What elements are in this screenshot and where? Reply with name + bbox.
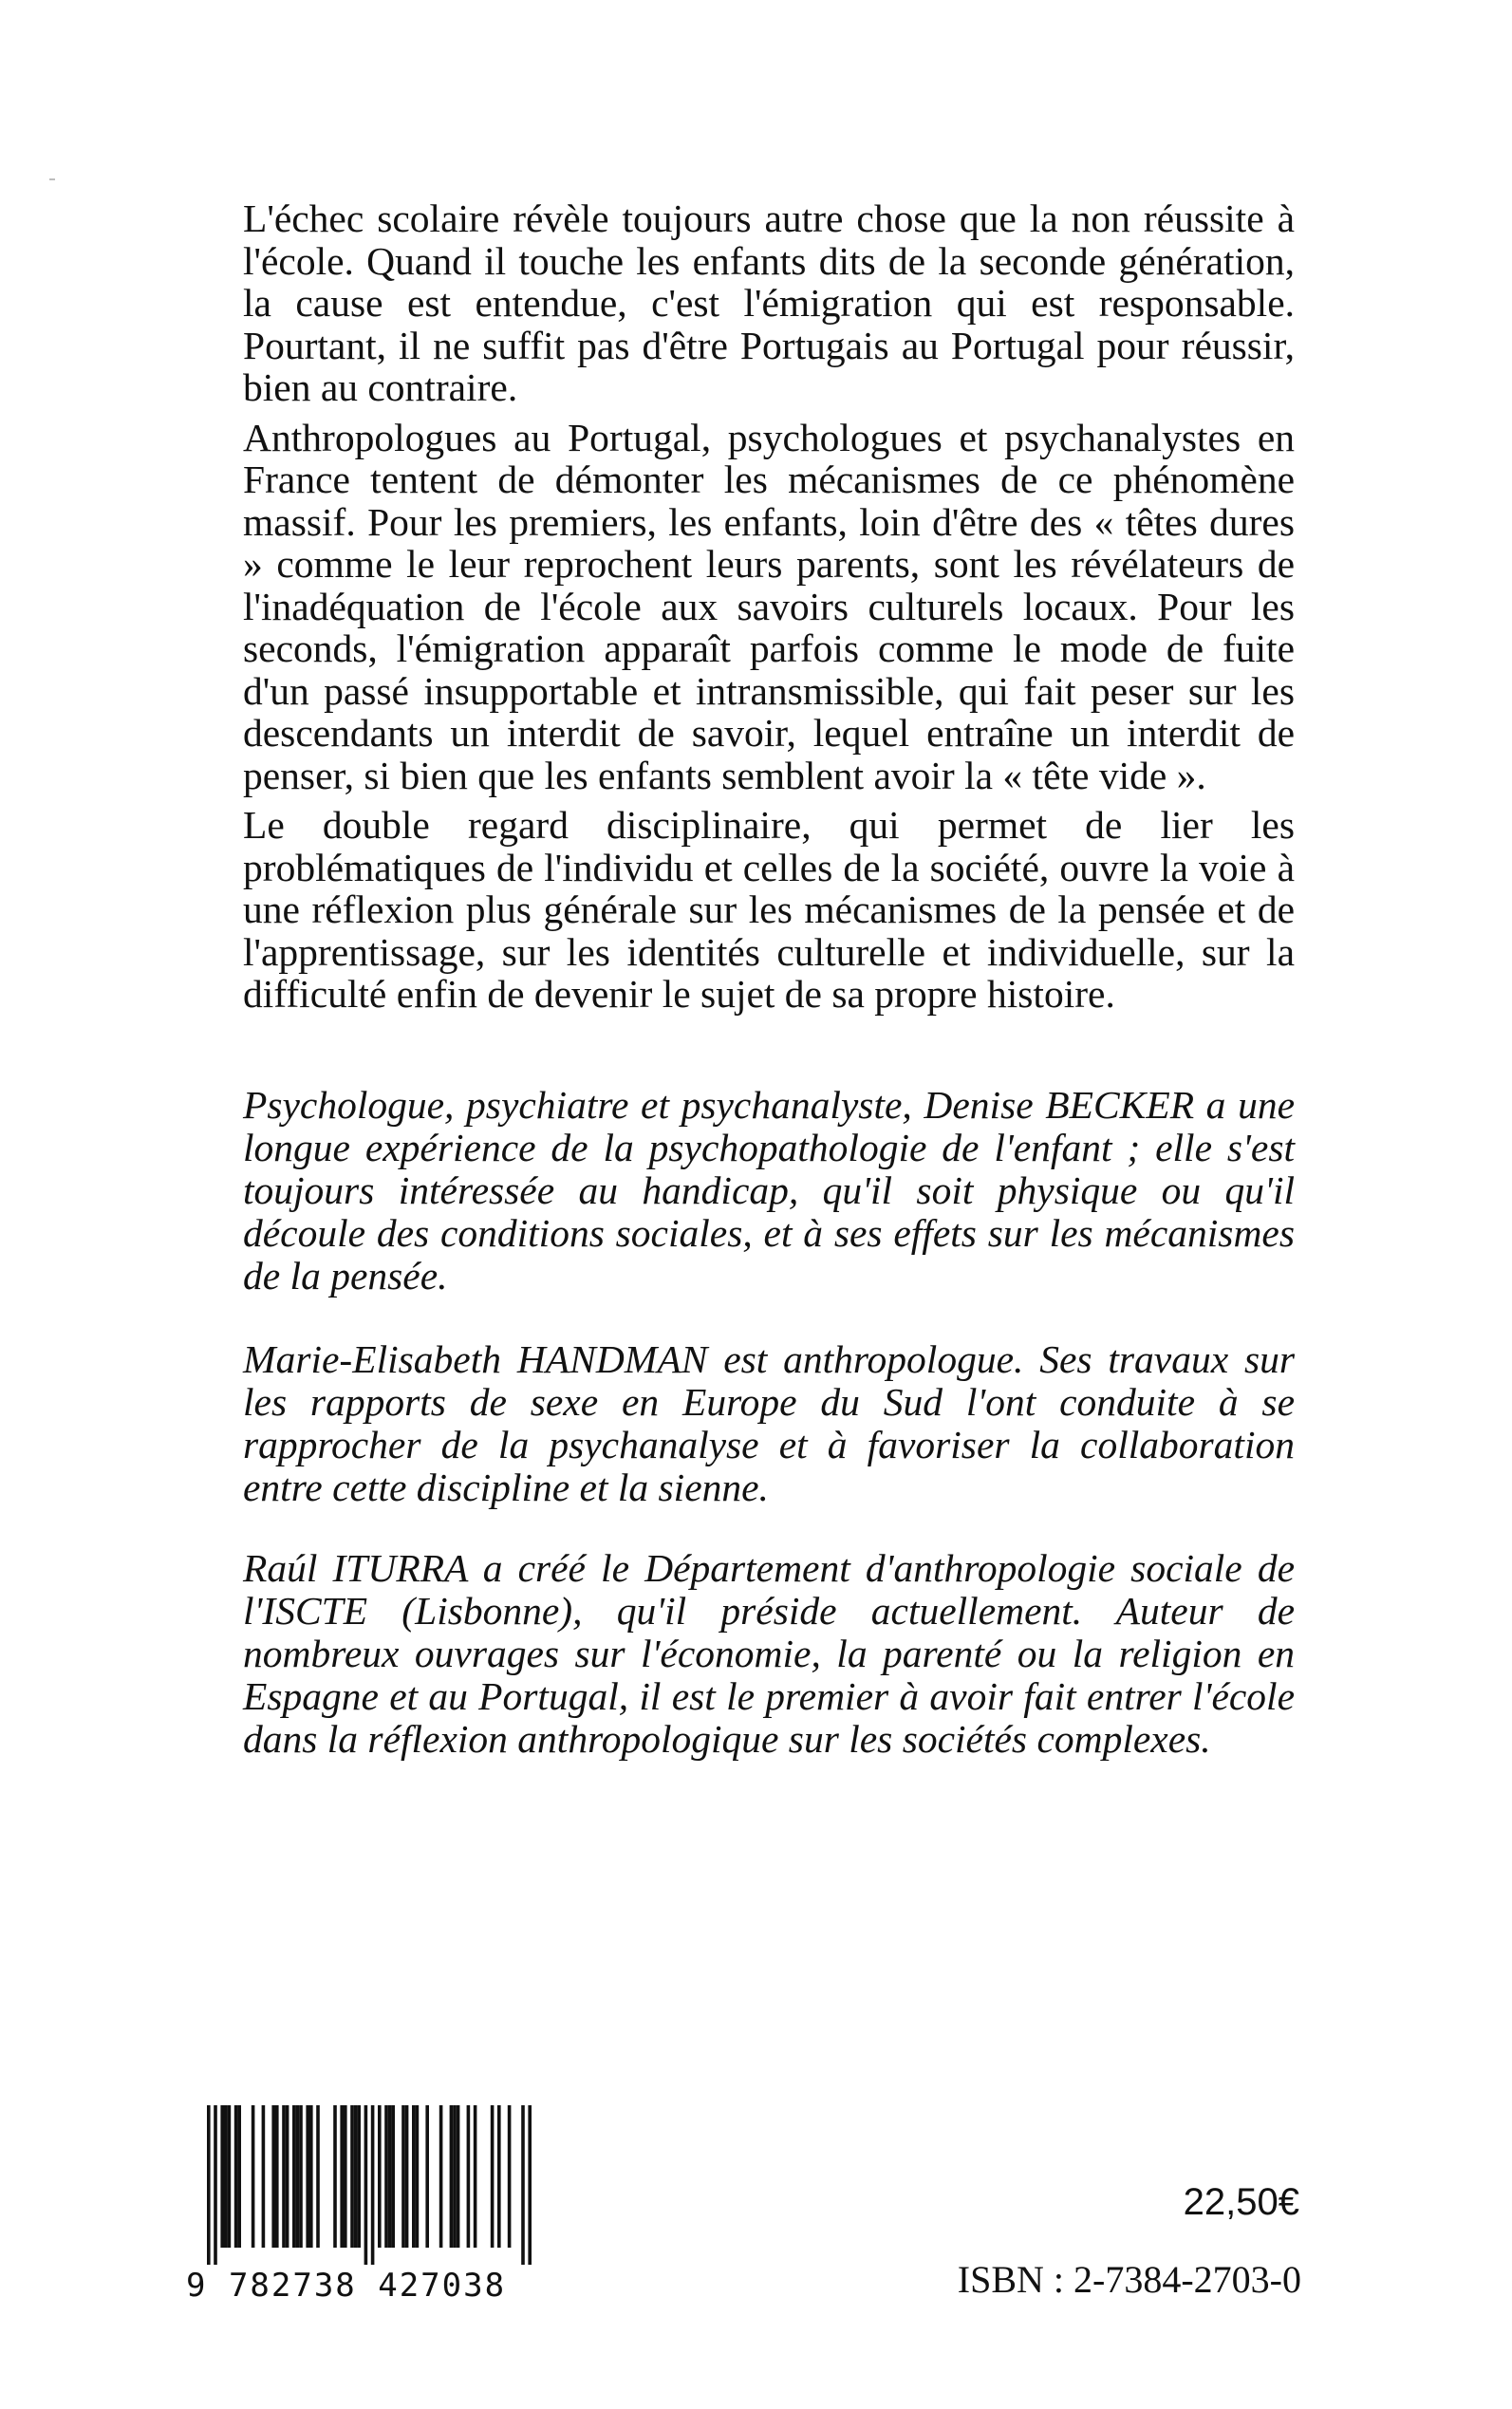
barcode-bar — [405, 2105, 409, 2248]
barcode-bar — [457, 2105, 460, 2248]
barcode-bar — [228, 2105, 232, 2248]
barcode-bar — [350, 2105, 354, 2248]
barcode-bar — [354, 2105, 358, 2248]
barcode-bar — [271, 2105, 275, 2248]
barcode-bar — [467, 2105, 471, 2248]
barcode-bar — [299, 2105, 303, 2248]
barcode-bar — [306, 2105, 309, 2248]
barcode-bar — [292, 2105, 296, 2248]
barcode-bar — [282, 2105, 286, 2248]
barcode-bar — [237, 2105, 241, 2248]
barcode-bar — [252, 2105, 255, 2248]
barcode-bar — [296, 2105, 300, 2248]
barcode-bar — [508, 2105, 512, 2248]
barcode-bar — [412, 2105, 416, 2248]
barcode-digits: 9 782738 427038 — [186, 2267, 507, 2305]
barcode-bars — [186, 2105, 585, 2265]
barcode-bar — [286, 2105, 289, 2248]
scan-speck — [49, 178, 55, 180]
barcode-bar — [340, 2105, 344, 2248]
barcode-bar — [453, 2105, 457, 2248]
barcode-guard-bar — [207, 2105, 211, 2265]
barcode-guard-bar — [364, 2105, 368, 2265]
barcode-bar — [357, 2105, 361, 2248]
author-bio-iturra: Raúl ITURRA a créé le Département d'anthropologie sociale de l'ISCTE (Lisbonne), qu'il préside actuellement. Auteur de nombreux ouvrages sur l'économie, la parenté ou la religion en Espagne et au Portugal, il est le premier à avoir fait entrer l'école dans la réflexion anthropologique sur les sociétés complexes. — [243, 1546, 1295, 1761]
barcode-bar — [497, 2105, 501, 2248]
barcode-bar — [391, 2105, 395, 2248]
barcode — [186, 2105, 585, 2305]
author-bio-becker: Psychologue, psychiatre et psychanalyste, Denise BECKER a une longue expérience de la psychopathologie de l'enfant ; elle s'est toujours intéressée au handicap, qu'il soit physique ou qu'il découle des conditions sociales, et à ses effets sur les mécanismes de la pensée. — [243, 1083, 1295, 1298]
barcode-bar — [224, 2105, 228, 2248]
blurb-paragraph-3: Le double regard disciplinaire, qui permet de lier les problématiques de l'individu et celles de la société, ouvre la voie à une réflexion plus générale sur les mécanismes de la pensée et de l'apprentissage, sur les identités culturelle et individuelle, sur la difficulté enfin de devenir le sujet de sa propre histoire. — [243, 803, 1295, 1016]
barcode-guard-bar — [521, 2105, 525, 2265]
barcode-guard-bar — [371, 2105, 375, 2265]
barcode-bar — [384, 2105, 388, 2248]
barcode-bar — [439, 2105, 443, 2248]
barcode-bar — [344, 2105, 347, 2248]
barcode-bar — [450, 2105, 454, 2248]
barcode-bar — [491, 2105, 495, 2248]
barcode-bar — [234, 2105, 238, 2248]
barcode-bar — [309, 2105, 313, 2248]
blurb — [243, 197, 1295, 1023]
blurb-paragraph-2: Anthropologues au Portugal, psychologues et psychanalystes en France tentent de démonter les mécanismes de ce phénomène massif. Pour les premiers, les enfants, loin d'être des « têtes dures » comme le leur reprochent leurs parents, sont les révélateurs de l'inadéquation de l'école aux savoirs culturels locaux. Pour les seconds, l'émigration apparaît parfois comme le mode de fuite d'un passé insupportable et intransmissible, qui fait peser sur les descendants un interdit de savoir, lequel entraîne un interdit de penser, si bien que les enfants semblent avoir la « tête vide ». — [243, 415, 1295, 797]
isbn: ISBN : 2-7384-2703-0 — [957, 2258, 1301, 2301]
barcode-bar — [416, 2105, 420, 2248]
barcode-guard-bar — [214, 2105, 217, 2265]
barcode-bar — [220, 2105, 224, 2248]
author-bio-handman: Marie-Elisabeth HANDMAN est anthropologue. Ses travaux sur les rapports de sexe en Europe du Sud l'ont conduite à se rapprocher de la psychanalyse et à favoriser la collaboration entre cette discipline et la sienne. — [243, 1337, 1295, 1509]
blurb-paragraph-1: L'échec scolaire révèle toujours autre chose que la non réussite à l'école. Quand il touche les enfants dits de la seconde génération, la cause est entendue, c'est l'émigration qui est responsable. Pourtant, il ne suffit pas d'être Portugais au Portugal pour réussir, bien au contraire. — [243, 196, 1295, 409]
barcode-bar — [425, 2105, 429, 2248]
barcode-bar — [474, 2105, 477, 2248]
price: 22,50€ — [1183, 2181, 1299, 2223]
barcode-bar — [262, 2105, 266, 2248]
barcode-bar — [401, 2105, 405, 2248]
barcode-bar — [378, 2105, 382, 2248]
barcode-guard-bar — [528, 2105, 532, 2265]
barcode-bar — [316, 2105, 320, 2248]
barcode-bar — [388, 2105, 392, 2248]
barcode-bar — [333, 2105, 337, 2248]
barcode-bar — [275, 2105, 279, 2248]
